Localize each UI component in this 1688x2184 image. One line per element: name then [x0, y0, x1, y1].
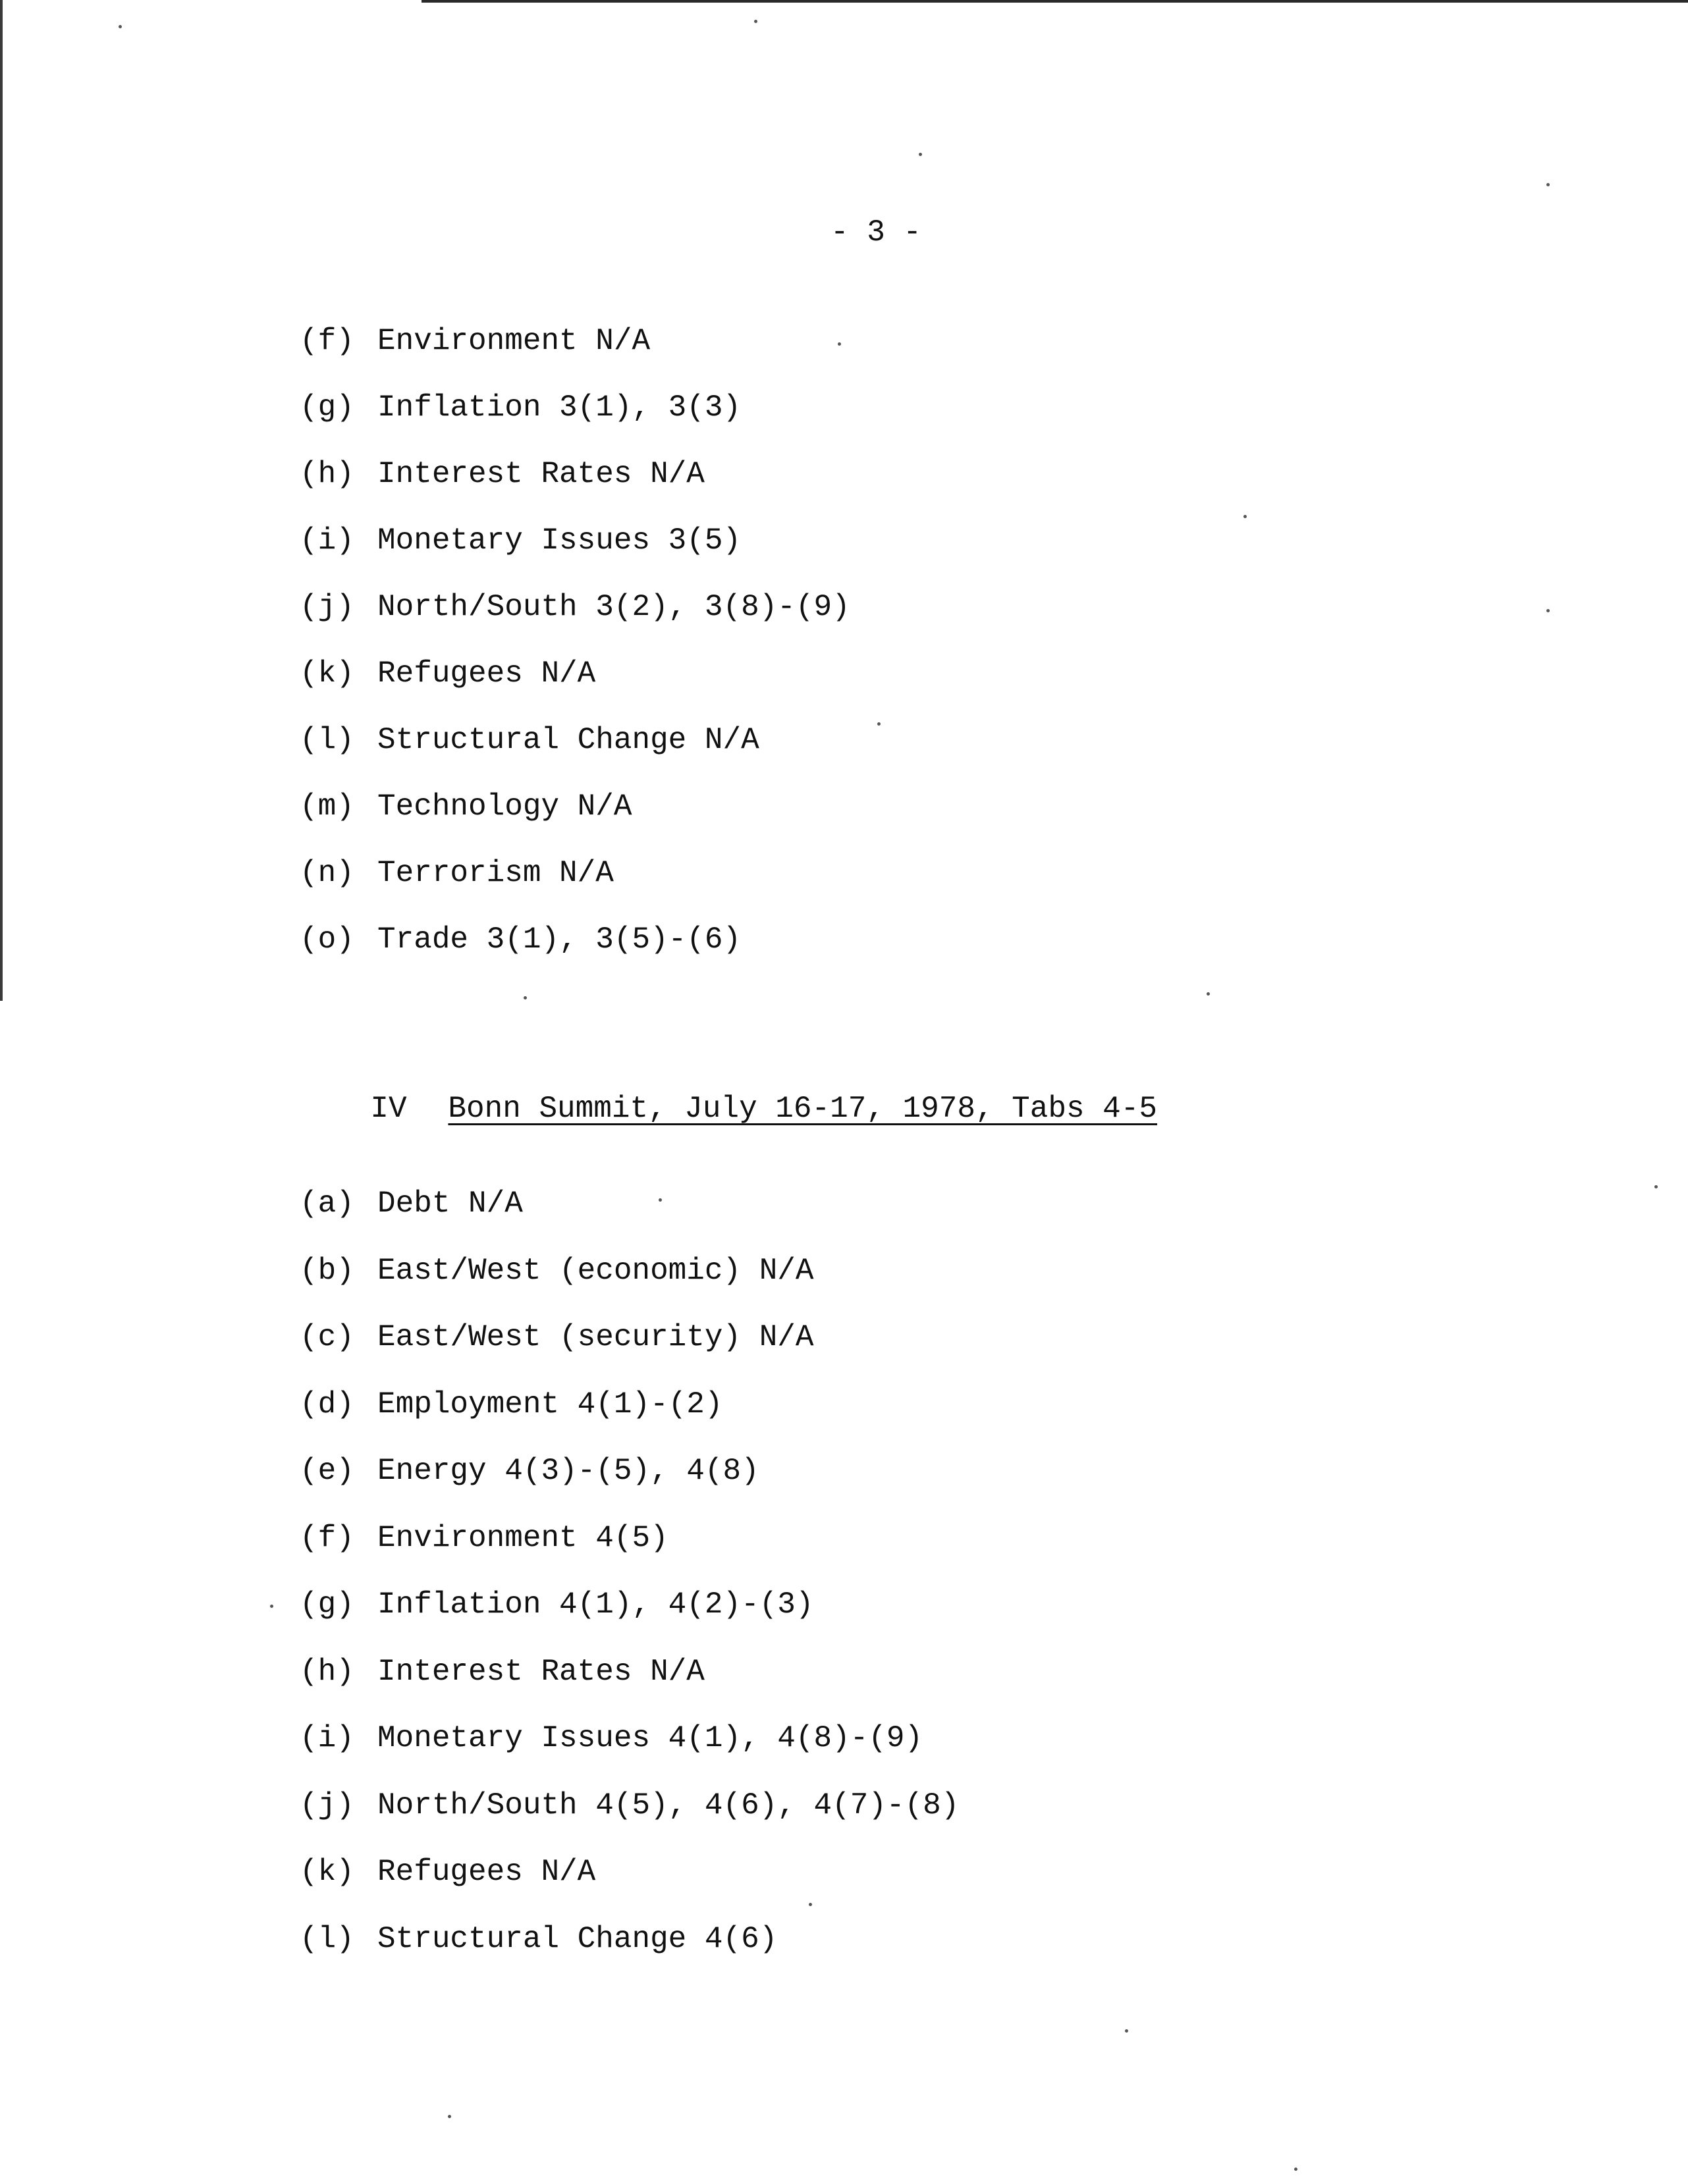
list-item-marker: (n) [300, 856, 354, 890]
scan-speck [1546, 609, 1550, 612]
scan-speck [119, 25, 122, 28]
scan-speck [1125, 2029, 1128, 2033]
list-item [300, 1386, 723, 1423]
list-item-text: East/West (economic) N/A [377, 1253, 814, 1288]
list-item-text: Structural Change N/A [377, 723, 759, 757]
list-item-text: Inflation 4(1), 4(2)-(3) [377, 1587, 814, 1622]
list-item-marker: (f) [300, 1520, 354, 1555]
scan-speck [448, 2115, 451, 2118]
list-item-marker: (e) [300, 1454, 354, 1488]
list-item [300, 1452, 759, 1489]
list-item-marker: (j) [300, 590, 354, 624]
list-item [300, 1185, 523, 1222]
list-item [300, 456, 705, 493]
list-item-text: Debt N/A [377, 1186, 523, 1221]
scan-speck [524, 996, 527, 999]
list-item-marker: (b) [300, 1253, 354, 1288]
list-item-text: Environment 4(5) [377, 1520, 668, 1555]
list-item-marker: (c) [300, 1320, 354, 1354]
list-item-marker: (k) [300, 1855, 354, 1889]
list-item-marker: (g) [300, 390, 354, 425]
list-item-marker: (k) [300, 656, 354, 691]
list-item-marker: (m) [300, 789, 354, 824]
list-item-text: Monetary Issues 4(1), 4(8)-(9) [377, 1721, 923, 1755]
list-item [300, 788, 632, 825]
list-item-marker: (i) [300, 523, 354, 558]
list-item [300, 722, 759, 759]
list-item-text: North/South 4(5), 4(6), 4(7)-(8) [377, 1788, 960, 1823]
list-item-text: Interest Rates N/A [377, 457, 705, 491]
page-number: - 3 - [830, 215, 922, 250]
list-item-text: Inflation 3(1), 3(3) [377, 390, 742, 425]
list-item-marker: (g) [300, 1587, 354, 1622]
list-item-text: Trade 3(1), 3(5)-(6) [377, 922, 742, 957]
list-item-marker: (l) [300, 1921, 354, 1956]
list-item [300, 921, 741, 958]
scan-speck [809, 1903, 812, 1906]
list-item [300, 855, 614, 892]
scan-speck [877, 722, 881, 726]
scan-speck [754, 20, 757, 23]
scan-speck [1546, 183, 1550, 186]
list-item-text: Energy 4(3)-(5), 4(8) [377, 1454, 759, 1488]
list-item-text: Terrorism N/A [377, 856, 614, 890]
list-item-marker: (d) [300, 1387, 354, 1422]
list-item [300, 1319, 814, 1356]
scan-speck [838, 342, 841, 346]
section-heading [298, 1053, 1157, 1164]
list-item-marker: (i) [300, 1721, 354, 1755]
list-item-text: North/South 3(2), 3(8)-(9) [377, 590, 850, 624]
list-item-text: Refugees N/A [377, 656, 596, 691]
scan-speck [659, 1198, 662, 1202]
list-item [300, 389, 741, 426]
list-item-marker: (f) [300, 324, 354, 358]
list-item-text: Environment N/A [377, 324, 651, 358]
list-item [300, 1520, 668, 1557]
scan-speck [1207, 992, 1210, 996]
scan-speck [1654, 1185, 1658, 1188]
left-edge-shadow [0, 0, 3, 1001]
list-item [300, 1252, 814, 1289]
list-item-marker: (a) [300, 1186, 354, 1221]
list-item [300, 655, 595, 692]
scan-speck [919, 153, 922, 156]
list-item [300, 323, 650, 360]
list-item-marker: (o) [300, 922, 354, 957]
list-item-marker: (h) [300, 457, 354, 491]
scan-speck [1294, 2168, 1297, 2171]
list-item-marker: (h) [300, 1654, 354, 1689]
scan-speck [270, 1605, 273, 1608]
scan-speck [1243, 515, 1247, 518]
list-item [300, 589, 850, 626]
top-edge-rule [422, 0, 1688, 3]
list-item [300, 1853, 595, 1890]
list-item-text: Interest Rates N/A [377, 1654, 705, 1689]
list-item [300, 1787, 959, 1824]
list-item [300, 1586, 814, 1623]
list-item-text: East/West (security) N/A [377, 1320, 814, 1354]
list-item [300, 522, 741, 559]
list-item-marker: (l) [300, 723, 354, 757]
list-item-text: Structural Change 4(6) [377, 1921, 778, 1956]
list-item-text: Monetary Issues 3(5) [377, 523, 742, 558]
list-item-text: Employment 4(1)-(2) [377, 1387, 723, 1422]
section-title: Bonn Summit, July 16-17, 1978, Tabs 4-5 [448, 1092, 1157, 1126]
list-item-text: Refugees N/A [377, 1855, 596, 1889]
list-item [300, 1653, 705, 1690]
section-numeral: IV [370, 1092, 407, 1126]
list-item-text: Technology N/A [377, 789, 632, 824]
list-item-marker: (j) [300, 1788, 354, 1823]
list-item [300, 1720, 923, 1757]
list-item [300, 1921, 777, 1958]
